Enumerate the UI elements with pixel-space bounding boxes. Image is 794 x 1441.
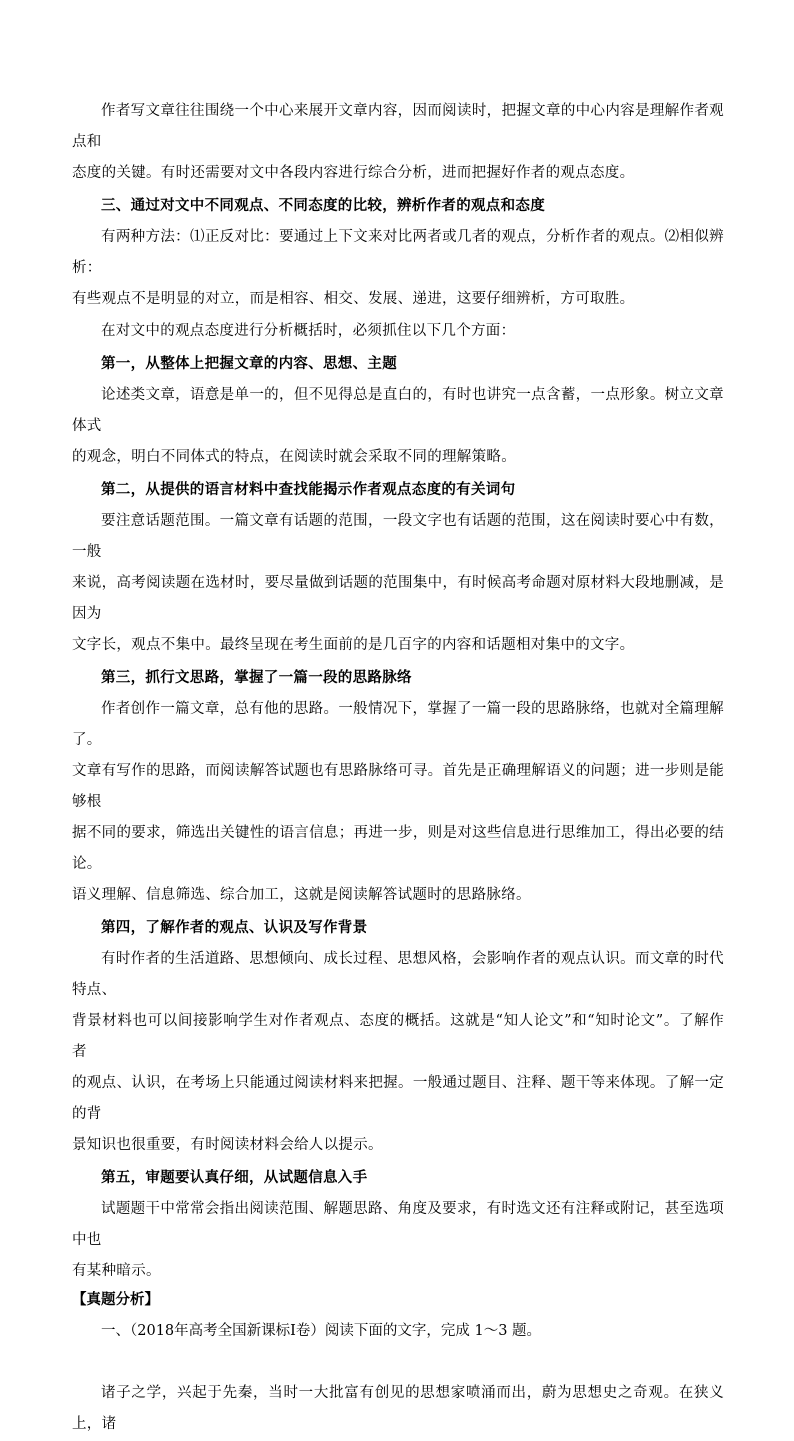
text-line: 论述类文章，语意是单一的，但不见得总是直白的，有时也讲究一点含蓄，一点形象。树立文章体式 bbox=[72, 387, 724, 434]
text-line: 景知识也很重要，有时阅读材料会给人以提示。 bbox=[72, 1137, 383, 1153]
exam-source-line: 一、（2018年高考全国新课标Ⅰ卷）阅读下面的文字，完成 1～3 题。 bbox=[101, 1323, 542, 1339]
text-line: 语义理解、信息筛选、综合加工，这就是阅读解答试题时的思路脉络。 bbox=[72, 887, 531, 903]
text-line: 三、通过对文中不同观点、不同态度的比较，辨析作者的观点和态度 bbox=[101, 197, 545, 214]
text-line: 有些观点不是明显的对立，而是相容、相交、发展、递进，这要仔细辨析，方可取胜。 bbox=[72, 291, 635, 307]
paragraph-second bbox=[72, 506, 724, 661]
document-page bbox=[72, 96, 724, 1441]
text-line: 在对文中的观点态度进行分析概括时，必须抓住以下几个方面： bbox=[101, 323, 516, 339]
paragraph-fourth bbox=[72, 944, 724, 1161]
paragraph-third bbox=[72, 694, 724, 911]
text-line: 文字长，观点不集中。最终呈现在考生面前的是几百字的内容和话题相对集中的文字。 bbox=[72, 637, 635, 653]
text-line: 第三，抓行文思路，掌握了一篇一段的思路脉络 bbox=[101, 669, 412, 686]
text-line: 第四，了解作者的观点、认识及写作背景 bbox=[101, 919, 368, 936]
text-line: 有两种方法：⑴正反对比：要通过上下文来对比两者或几者的观点，分析作者的观点。⑵相似辨析： bbox=[72, 229, 724, 276]
text-line: 的观点、认识，在考场上只能通过阅读材料来把握。一般通过题目、注释、题干等来体现。了解一定的背 bbox=[72, 1075, 724, 1122]
text-line: 来说，高考阅读题在选材时，要尽量做到话题的范围集中，有时候高考命题对原材料大段地删减，是因为 bbox=[72, 575, 724, 622]
blank-spacer bbox=[72, 1347, 724, 1378]
text-line: 第五，审题要认真仔细，从试题信息入手 bbox=[101, 1169, 368, 1186]
heading-fourth bbox=[72, 912, 724, 943]
text-line: 作者创作一篇文章，总有他的思路。一般情况下，掌握了一篇一段的思路脉络，也就对全篇理解了。 bbox=[72, 701, 724, 748]
heading-section-three bbox=[72, 190, 724, 221]
paragraph-aspects-intro bbox=[72, 316, 724, 347]
heading-fifth bbox=[72, 1162, 724, 1193]
text-line: 的观念，明白不同体式的特点，在阅读时就会采取不同的理解策略。 bbox=[72, 449, 516, 465]
heading-first bbox=[72, 348, 724, 379]
heading-second bbox=[72, 474, 724, 505]
paragraph-central-idea bbox=[72, 96, 724, 189]
text-line: 有某种暗示。 bbox=[72, 1263, 161, 1279]
text-line: 第一，从整体上把握文章的内容、思想、主题 bbox=[101, 355, 397, 372]
paragraph-first bbox=[72, 380, 724, 473]
text-line: 要注意话题范围。一篇文章有话题的范围，一段文字也有话题的范围，这在阅读时要心中有数，一般 bbox=[72, 513, 724, 560]
text-line: 文章有写作的思路，而阅读解答试题也有思路脉络可寻。首先是正确理解语义的问题；进一步则是能够根 bbox=[72, 763, 724, 810]
heading-third bbox=[72, 662, 724, 693]
text-line: 有时作者的生活道路、思想倾向、成长过程、思想风格，会影响作者的观点认识。而文章的时代特点、 bbox=[72, 951, 724, 998]
text-line: 试题题干中常常会指出阅读范围、解题思路、角度及要求，有时选文还有注释或附记，甚至选项中也 bbox=[72, 1201, 724, 1248]
paragraph-two-methods bbox=[72, 222, 724, 315]
text-line: 据不同的要求，筛选出关键性的语言信息；再进一步，则是对这些信息进行思维加工，得出必要的结论。 bbox=[72, 825, 724, 872]
text-line: 背景材料也可以间接影响学生对作者观点、态度的概括。这就是“知人论文”和“知时论文”。了解作者 bbox=[72, 1013, 724, 1060]
text-line: 诸子之学，兴起于先秦，当时一大批富有创见的思想家喷涌而出，蔚为思想史之奇观。在狭义上，诸 bbox=[72, 1385, 724, 1432]
paragraph-passage-start bbox=[72, 1378, 724, 1440]
text-line: 第二，从提供的语言材料中查找能揭示作者观点态度的有关词句 bbox=[101, 481, 516, 498]
text-line: 态度的关键。有时还需要对文中各段内容进行综合分析，进而把握好作者的观点态度。 bbox=[72, 165, 635, 181]
section-tag-exam-analysis: 【真题分析】 bbox=[72, 1291, 159, 1308]
paragraph-fifth bbox=[72, 1194, 724, 1287]
text-line: 作者写文章往往围绕一个中心来展开文章内容，因而阅读时，把握文章的中心内容是理解作者观点和 bbox=[72, 103, 724, 150]
